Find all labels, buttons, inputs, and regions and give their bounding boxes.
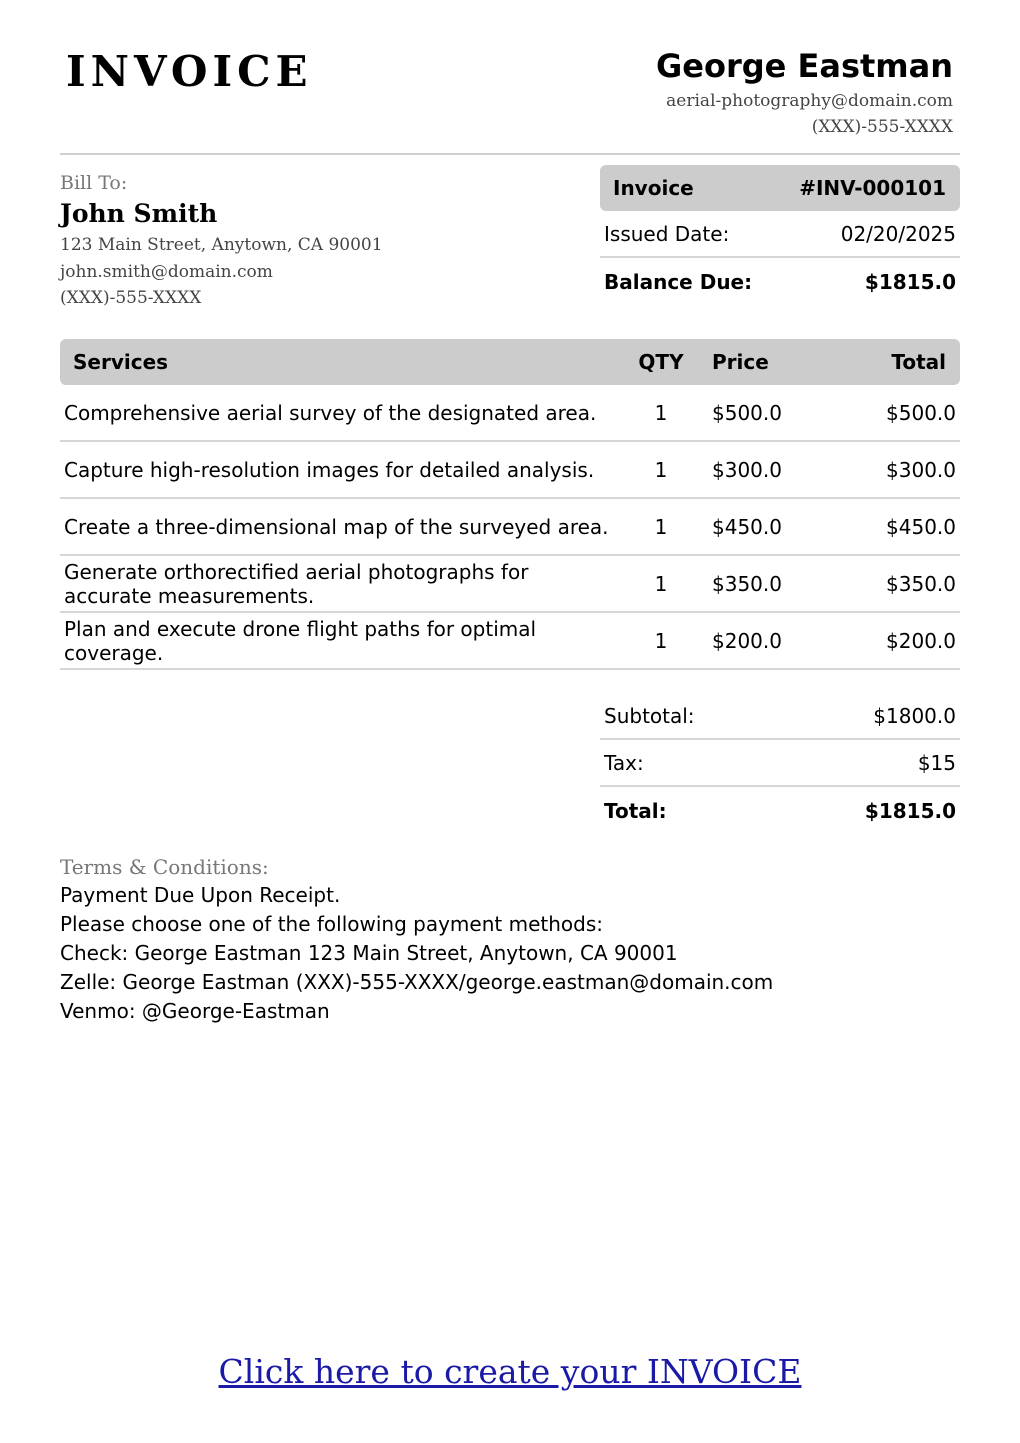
header-qty: QTY — [638, 350, 684, 374]
service-description: Capture high-resolution images for detailed analysis. — [64, 457, 595, 482]
table-row — [60, 385, 960, 442]
create-invoice-link[interactable]: Click here to create your INVOICE — [218, 1352, 802, 1391]
service-price: $350.0 — [712, 571, 782, 596]
service-description: Create a three-dimensional map of the surveyed area. — [64, 514, 609, 539]
header-divider — [60, 153, 960, 155]
service-qty: 1 — [654, 514, 668, 539]
subtotal-row — [600, 693, 960, 740]
service-description: Plan and execute drone flight paths for optimal coverage. — [64, 616, 537, 665]
terms-line: Zelle: George Eastman (XXX)-555-XXXX/george.eastman@domain.com — [60, 970, 774, 994]
totals-section — [600, 693, 960, 834]
service-qty: 1 — [654, 400, 668, 425]
services-table — [60, 339, 960, 670]
issued-date-row — [600, 211, 960, 258]
tax-value: $15 — [917, 750, 956, 775]
service-qty: 1 — [654, 628, 668, 653]
service-total: $500.0 — [886, 400, 956, 425]
services-table-header — [60, 339, 960, 385]
terms-line: Please choose one of the following payment methods: — [60, 912, 603, 936]
client-phone: (XXX)-555-XXXX — [60, 288, 202, 308]
grand-total-row — [600, 787, 960, 834]
seller-name: George Eastman — [656, 47, 953, 85]
service-price: $450.0 — [712, 514, 782, 539]
balance-due-label: Balance Due: — [604, 269, 753, 294]
client-name: John Smith — [60, 199, 218, 228]
table-row — [60, 613, 960, 670]
table-row — [60, 442, 960, 499]
issued-date-value: 02/20/2025 — [840, 221, 956, 246]
balance-due-value: $1815.0 — [864, 269, 956, 294]
bill-to-section — [60, 170, 560, 312]
service-qty: 1 — [654, 571, 668, 596]
service-description: Comprehensive aerial survey of the designated area. — [64, 400, 597, 425]
subtotal-label: Subtotal: — [604, 703, 695, 728]
service-total: $200.0 — [886, 628, 956, 653]
tax-row — [600, 740, 960, 787]
balance-due-row — [600, 258, 960, 305]
table-row — [60, 499, 960, 556]
service-total: $300.0 — [886, 457, 956, 482]
terms-label: Terms & Conditions: — [60, 855, 269, 879]
seller-info — [656, 44, 953, 140]
service-total: $350.0 — [886, 571, 956, 596]
service-description: Generate orthorectified aerial photographs for accurate measurements. — [64, 559, 529, 608]
bill-to-label: Bill To: — [60, 172, 128, 194]
service-total: $450.0 — [886, 514, 956, 539]
seller-phone: (XXX)-555-XXXX — [811, 117, 953, 137]
tax-label: Tax: — [604, 750, 644, 775]
header-services: Services — [73, 350, 169, 374]
grand-total-value: $1815.0 — [864, 798, 956, 823]
grand-total-label: Total: — [604, 798, 667, 823]
invoice-meta — [600, 165, 960, 305]
invoice-label: Invoice — [613, 176, 694, 200]
terms-line: Check: George Eastman 123 Main Street, Anytown, CA 90001 — [60, 941, 678, 965]
terms-line: Payment Due Upon Receipt. — [60, 883, 341, 907]
client-email: john.smith@domain.com — [60, 261, 273, 282]
service-qty: 1 — [654, 457, 668, 482]
header-price: Price — [712, 350, 769, 374]
subtotal-value: $1800.0 — [873, 703, 956, 728]
issued-date-label: Issued Date: — [604, 221, 730, 246]
service-price: $300.0 — [712, 457, 782, 482]
document-title: INVOICE — [66, 47, 313, 96]
terms-section — [60, 853, 960, 1026]
header-total: Total — [891, 350, 946, 374]
seller-email: aerial-photography@domain.com — [666, 91, 953, 111]
cta-container — [0, 1352, 1020, 1391]
service-price: $200.0 — [712, 628, 782, 653]
terms-line: Venmo: @George-Eastman — [60, 999, 330, 1023]
invoice-number: #INV-000101 — [799, 176, 946, 200]
invoice-number-header — [600, 165, 960, 211]
client-address: 123 Main Street, Anytown, CA 90001 — [60, 235, 383, 255]
table-row — [60, 556, 960, 613]
service-price: $500.0 — [712, 400, 782, 425]
